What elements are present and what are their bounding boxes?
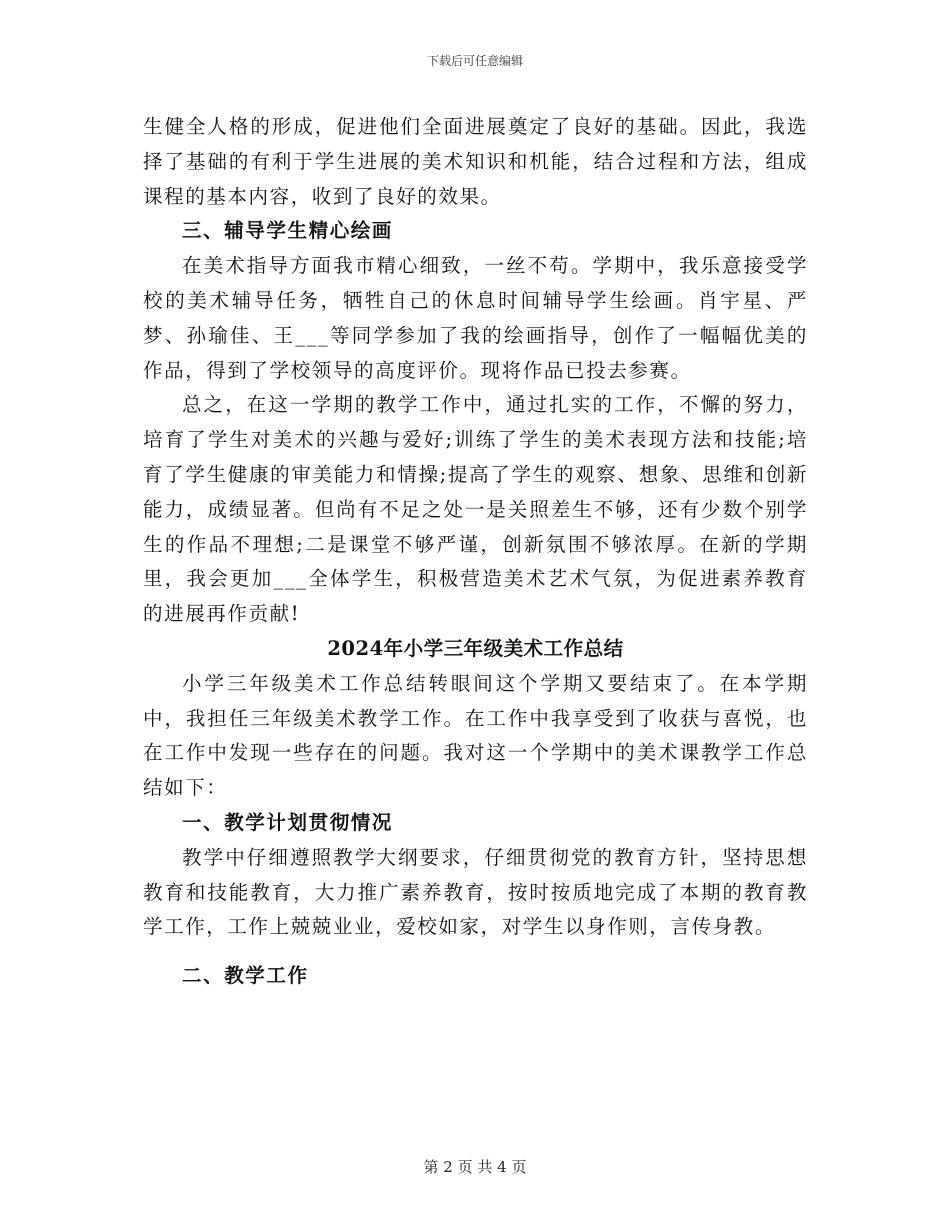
paragraph-art-guidance: 在美术指导方面我市精心细致，一丝不苟。学期中，我乐意接受学校的美术辅导任务，牺牲自己的休息时间辅导学生绘画。肖宇星、严梦、孙瑜佳、王___等同学参加了我的绘画指导，创作了一幅幅优美的作品，得到了学校领导的高度评价。现将作品已投去参赛。: [143, 254, 808, 382]
page-footer: 第 2 页 共 4 页: [423, 1158, 527, 1176]
document-body: [143, 110, 808, 994]
section-heading-1: 一、教学计划贯彻情况: [182, 810, 394, 834]
section-heading-3: 三、辅导学生精心绘画: [182, 219, 394, 243]
document-title: 2024年小学三年级美术工作总结: [327, 636, 624, 660]
section-heading-2: 二、教学工作: [182, 964, 309, 988]
page-header: 下载后可任意编辑: [426, 54, 523, 68]
paragraph-teaching-plan: 教学中仔细遵照教学大纲要求，仔细贯彻党的教育方针，坚持思想教育和技能教育，大力推广素养教育，按时按质地完成了本期的教育教学工作，工作上兢兢业业，爱校如家，对学生以身作则，言传身教。: [143, 845, 808, 939]
paragraph-intro: 小学三年级美术工作总结转眼间这个学期又要结束了。在本学期中，我担任三年级美术教学工作。在工作中我享受到了收获与喜悦，也在工作中发现一些存在的问题。我对这一个学期中的美术课教学工作总结如下：: [143, 671, 808, 800]
paragraph-summary: 总之，在这一学期的教学工作中，通过扎实的工作，不懈的努力，培育了学生对美术的兴趣与爱好;训练了学生的美术表现方法和技能;培育了学生健康的审美能力和情操;提高了学生的观察、想象、思维和创新能力，成绩显著。但尚有不足之处一是关照差生不够，还有少数个别学生的作品不理想;二是课堂不够严谨，创新氛围不够浓厚。在新的学期里，我会更加___全体学生，积极营造美术艺术气氛，为促进素养教育的进展再作贡献!: [143, 393, 808, 626]
paragraph-continued: 生健全人格的形成，促进他们全面进展奠定了良好的基础。因此，我选择了基础的有利于学生进展的美术知识和机能，结合过程和方法，组成课程的基本内容，收到了良好的效果。: [143, 115, 808, 208]
